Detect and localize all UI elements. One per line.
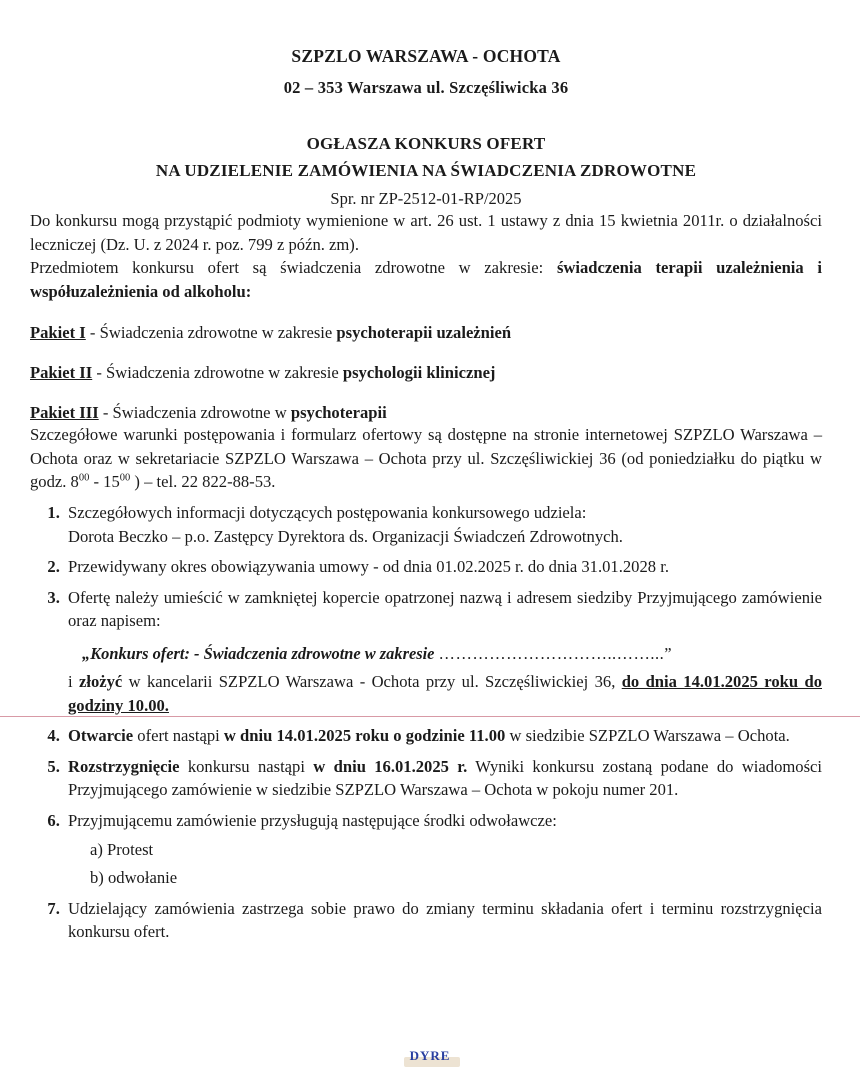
appeals-sublist — [68, 838, 822, 889]
resolution-details: Wyniki konkursu zostaną podane do wiadomości Przyjmującego zamówienie w siedzibie SZPZLO Warszawa – Ochota w pokoju numer 201. — [68, 756, 823, 800]
organization-name: SZPZLO WARSZAWA - OCHOTA — [291, 46, 561, 66]
opening-datetime: w dniu 14.01.2025 roku o godzinie 11.00 — [223, 726, 506, 746]
submission-lead: i — [68, 672, 79, 692]
package-label-3: Pakiet III — [30, 403, 99, 423]
appeals-option-b: b) odwołanie — [90, 867, 178, 887]
list-item-1-line1: 1. Szczegółowych informacji dotyczących postępowania konkursowego udziela: — [68, 502, 587, 522]
announcement-title-block — [30, 134, 822, 181]
opening-text: ofert nastąpi — [133, 726, 224, 746]
package-text-2: - Świadczenia zdrowotne w zakresie — [92, 363, 343, 383]
list-item-3 — [64, 586, 822, 718]
package-text-3: - Świadczenia zdrowotne w — [98, 403, 291, 423]
envelope-inscription-dots: …………………………..……... — [438, 643, 665, 663]
resolution-date: w dniu 16.01.2025 r. — [313, 756, 468, 776]
organization-address: 02 – 353 Warszawa ul. Szczęśliwicka 36 — [283, 78, 569, 97]
package-bold-2: psychologii klinicznej — [342, 363, 496, 383]
package-item-2 — [30, 363, 822, 383]
details-sup2: 00 — [119, 472, 131, 484]
details-sup1: 00 — [78, 472, 90, 484]
announcement-title-line1: OGŁASZA KONKURS OFERT — [306, 134, 546, 153]
list-item-7 — [64, 897, 822, 944]
list-item-7-text: Udzielający zamówienia zastrzega sobie prawo do zmiany terminu składania ofert i terminu rozstrzygnięcia konkursu ofert. — [68, 898, 822, 942]
details-part2: ) – tel. 22 822-88-53. — [130, 472, 276, 492]
details-dash: - 15 — [89, 472, 120, 492]
details-part1: Szczegółowe warunki postępowania i formularz ofertowy są dostępne na stronie internetowej SZPZLO Warszawa – Ochota oraz w sekretariacie SZPZLO Warszawa – Ochota przy ul. Szczęśliwickiej 36 (od poniedziałku do piątku w godz. 8 — [30, 425, 822, 492]
subject-bold: świadczenia terapii uzależnienia i współuzależnienia od alkoholu: — [30, 258, 823, 301]
submission-verb: złożyć — [78, 672, 123, 692]
appeals-intro: 6. Przyjmującemu zamówienie przysługują następujące środki odwoławcze: — [68, 810, 557, 830]
subject-paragraph — [30, 256, 822, 303]
package-item-3 — [30, 403, 822, 423]
list-item-1 — [64, 501, 822, 548]
list-item-1-line2: Dorota Beczko – p.o. Zastępcy Dyrektora ds. Organizacji Świadczeń Zdrowotnych. — [68, 526, 623, 546]
list-item-2-text: Przewidywany okres obowiązywania umowy - od dnia 01.02.2025 r. do dnia 31.01.2028 r. — [68, 557, 669, 577]
list-item-6 — [64, 809, 822, 890]
resolution-keyword: Rozstrzygnięcie — [68, 756, 180, 776]
resolution-text: konkursu nastąpi — [179, 756, 314, 776]
envelope-inscription-close: ” — [664, 643, 673, 663]
package-text-1: - Świadczenia zdrowotne w zakresie — [85, 323, 337, 343]
list-item-3-line1: 3. Ofertę należy umieścić w zamkniętej kopercie opatrzonej nazwą i adresem siedziby Przyjmującego zamówienie oraz napisem: — [68, 587, 822, 631]
subject-lead: Przedmiotem konkursu ofert są świadczenia zdrowotne w zakresie: — [30, 258, 557, 278]
list-item-4 — [64, 724, 822, 748]
announcement-title-line2: NA UDZIELENIE ZAMÓWIENIA NA ŚWIADCZENIA ZDROWOTNE — [155, 161, 697, 180]
package-bold-1: psychoterapii uzależnień — [336, 323, 512, 343]
list-item-5 — [64, 755, 822, 802]
conditions-list — [30, 501, 822, 944]
submission-place: w kancelarii SZPZLO Warszawa - Ochota przy ul. Szczęśliwickiej 36, — [122, 672, 622, 692]
details-paragraph — [30, 423, 822, 494]
footer-signature-mark: DYRE — [409, 1048, 451, 1063]
appeals-option-a: a) Protest — [90, 840, 154, 860]
package-item-1 — [30, 323, 822, 343]
opening-place: w siedzibie SZPZLO Warszawa – Ochota. — [505, 726, 790, 746]
case-number: Spr. nr ZP-2512-01-RP/2025 — [330, 189, 522, 208]
package-label-1: Pakiet I — [30, 323, 86, 343]
package-label-2: Pakiet II — [30, 363, 93, 383]
opening-keyword: Otwarcie — [68, 726, 134, 746]
list-item-3-submission — [68, 670, 822, 717]
intro-paragraph: Do konkursu mogą przystąpić podmioty wymienione w art. 26 ust. 1 ustawy z dnia 15 kwietnia 2011r. o działalności leczniczej (Dz. U. z 2024 r. poz. 799 z późn. zm). — [30, 211, 822, 254]
submission-deadline: do dnia 14.01.2025 roku do godziny 10.00. — [68, 672, 822, 715]
list-item-2 — [64, 555, 822, 579]
envelope-inscription-text: „Konkurs ofert: - Świadczenia zdrowotne w zakresie — [82, 643, 439, 663]
package-bold-3: psychoterapii — [290, 403, 387, 423]
horizontal-rule-top — [0, 716, 860, 717]
envelope-inscription — [68, 642, 822, 665]
